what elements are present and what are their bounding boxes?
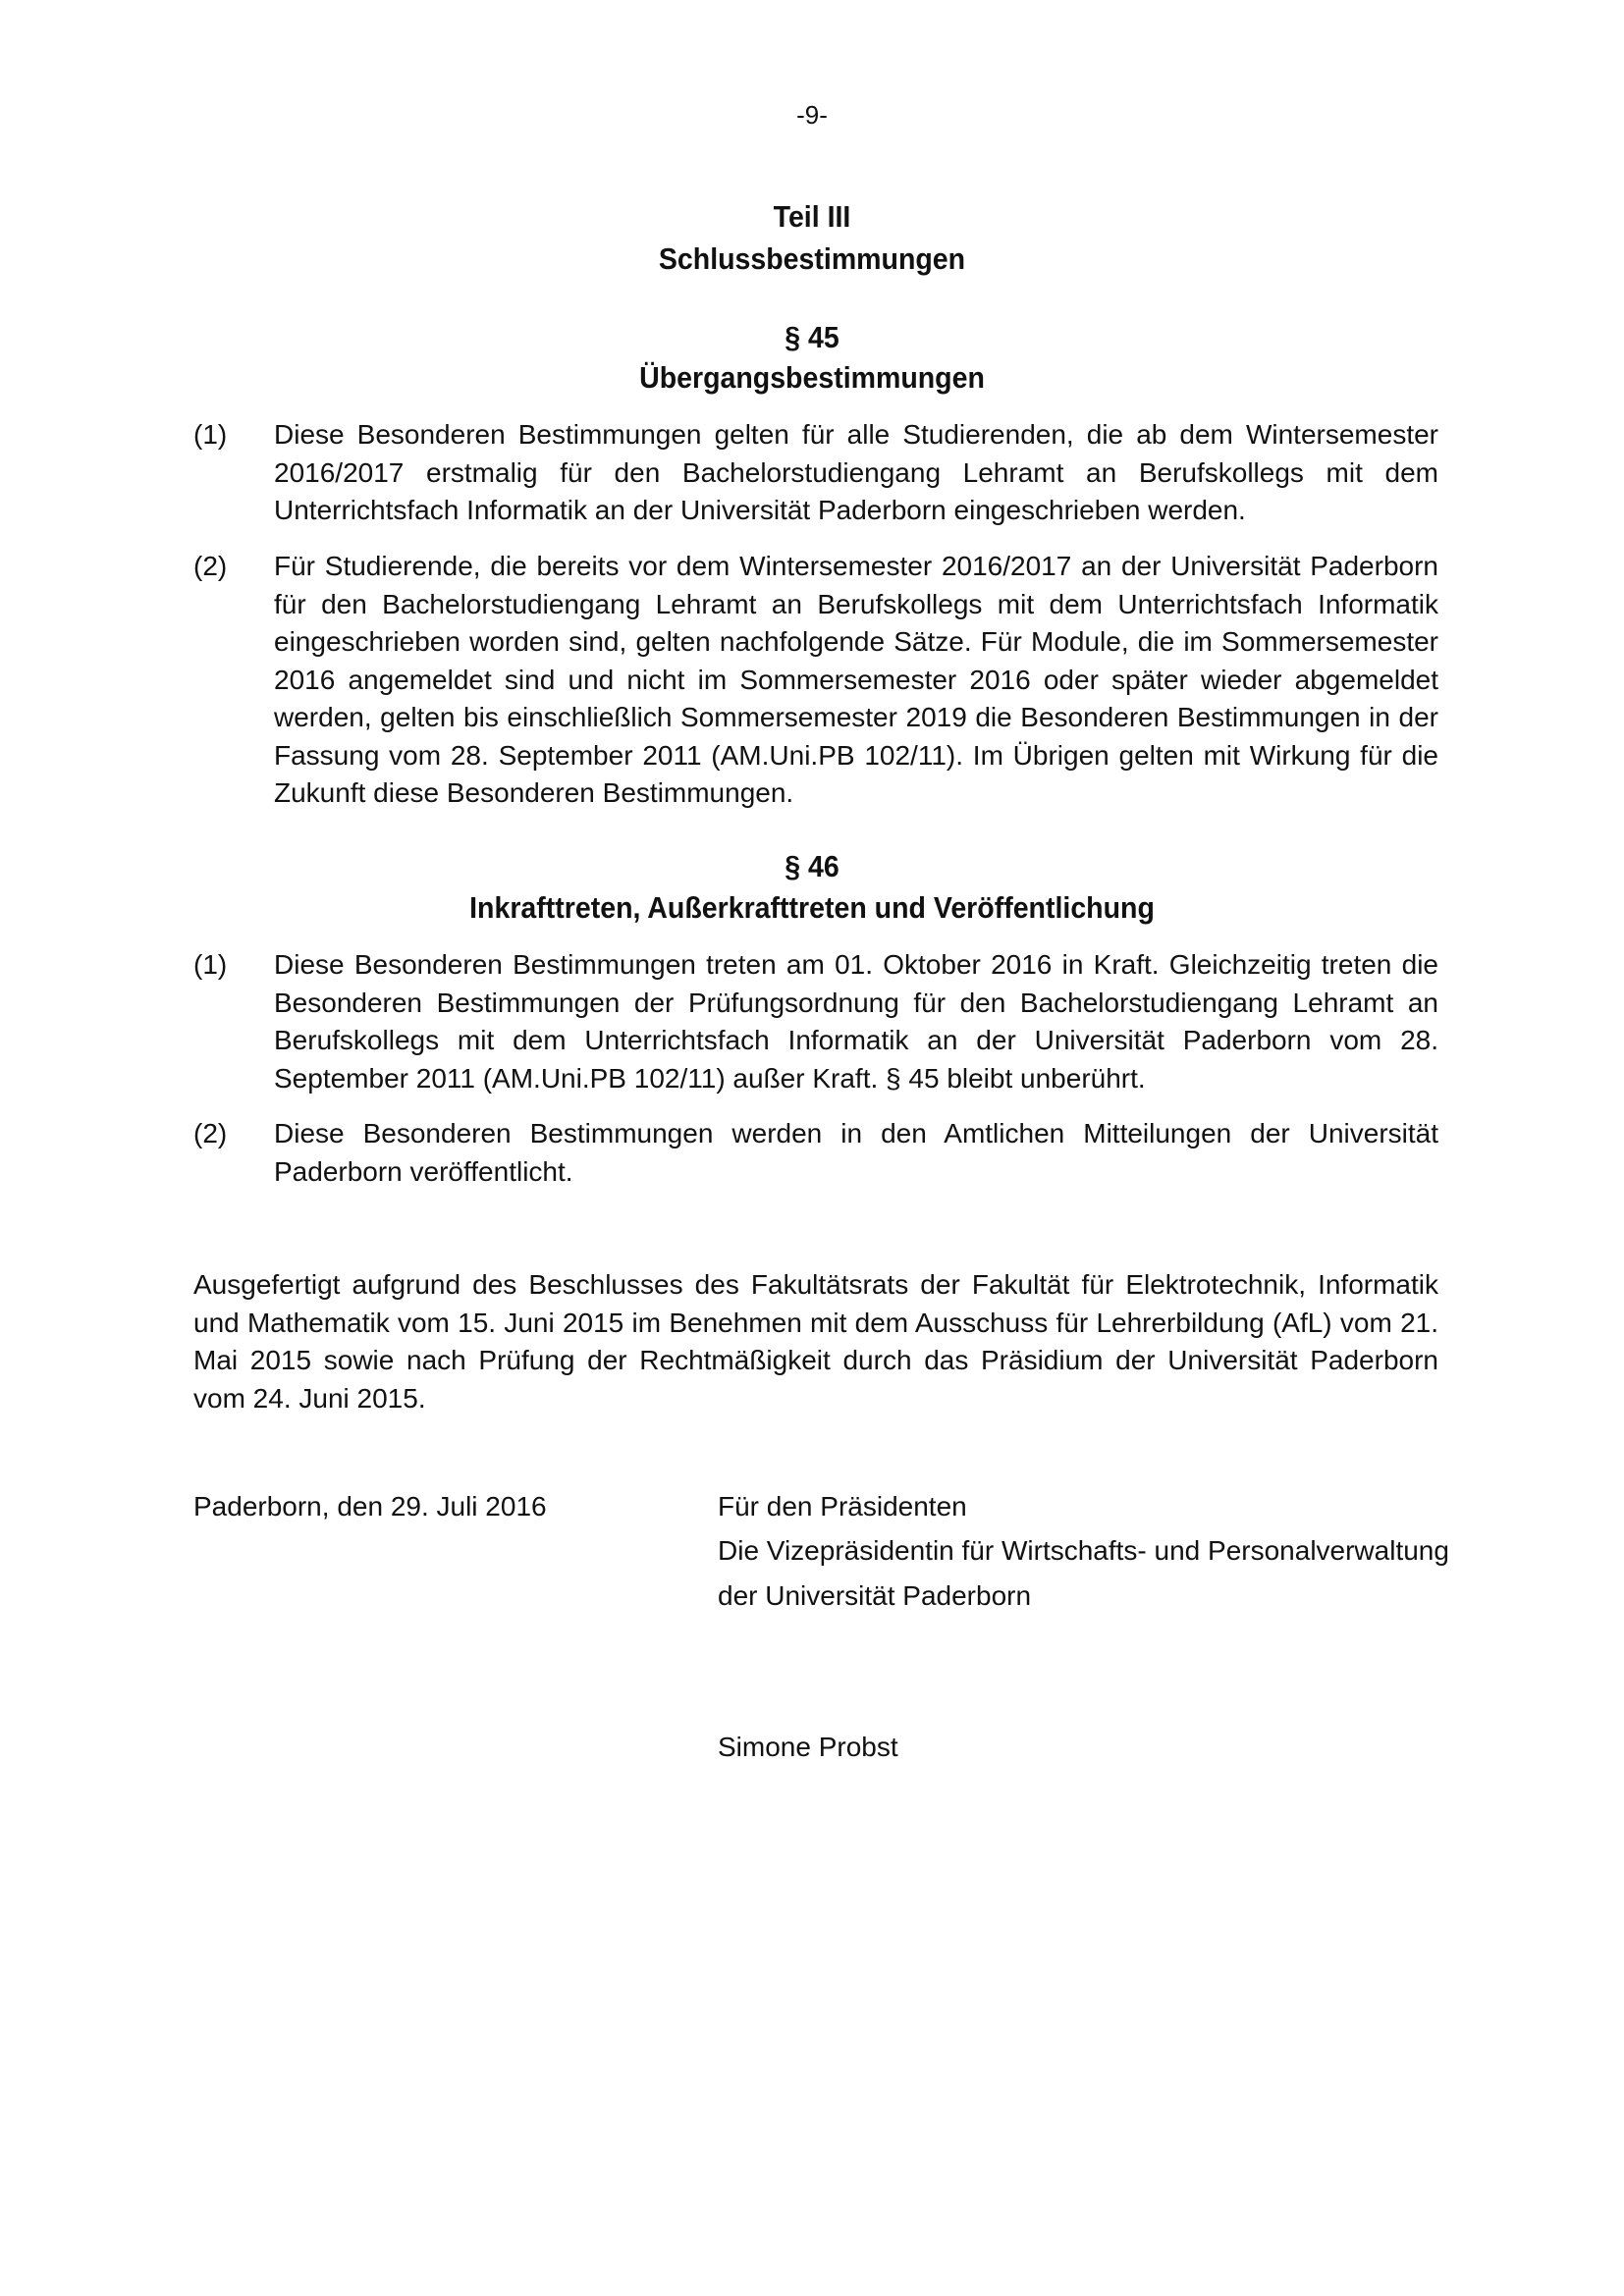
paragraph-number: (2) — [193, 1118, 228, 1148]
section-45-paragraph-1 — [193, 416, 1438, 530]
section-45-paragraph-2 — [193, 548, 1438, 813]
signature-line-1: Für den Präsidenten — [718, 1491, 967, 1522]
signature-place-date: Paderborn, den 29. Juli 2016 — [193, 1491, 547, 1522]
signature-name: Simone Probst — [718, 1732, 898, 1762]
paragraph-number: (2) — [193, 551, 228, 581]
section-46-number: § 46 — [785, 849, 839, 883]
page-number: -9- — [796, 100, 828, 130]
section-46-paragraph-1 — [193, 946, 1438, 1097]
paragraph-text: Diese Besonderen Bestimmungen gelten für alle Studierenden, die ab dem Wintersemester 2016/2017 erstmalig für den Bachelorstudiengang Lehramt an Berufskollegs mit dem Unterrichtsfach Informatik an der Universität Paderborn eingeschrieben werden. — [274, 419, 1438, 525]
section-46-title: Inkrafttreten, Außerkrafttreten und Veröffentlichung — [469, 890, 1155, 925]
section-45-title: Übergangsbestimmungen — [639, 360, 985, 395]
section-45-number: § 45 — [785, 320, 839, 354]
closing-statement: Ausgefertigt aufgrund des Beschlusses des Fakultätsrats der Fakultät für Elektrotechnik, Informatik und Mathematik vom 15. Juni 2015 im Benehmen mit dem Ausschuss für Lehrerbildung (AfL) vom 21. Mai 2015 sowie nach Prüfung der Rechtmäßigkeit durch das Präsidium der Universität Paderborn vom 24. Juni 2015. — [193, 1269, 1438, 1414]
part-title: Teil III — [773, 199, 851, 234]
paragraph-text: Diese Besonderen Bestimmungen treten am 01. Oktober 2016 in Kraft. Gleichzeitig treten die Besonderen Bestimmungen der Prüfungsordnung für den Bachelorstudiengang Lehramt an Berufskollegs mit dem Unterrichtsfach Informatik an der Universität Paderborn vom 28. September 2011 (AM.Uni.PB 102/11) außer Kraft. § 45 bleibt unberührt. — [274, 949, 1438, 1094]
signature-line-3: der Universität Paderborn — [718, 1580, 1032, 1611]
part-subtitle: Schlussbestimmungen — [658, 241, 966, 276]
paragraph-number: (1) — [193, 949, 228, 980]
section-46-paragraph-2 — [193, 1115, 1438, 1191]
signature-line-2: Die Vizepräsidentin für Wirtschafts- und Personalverwaltung — [718, 1535, 1449, 1566]
paragraph-text: Diese Besonderen Bestimmungen werden in den Amtlichen Mitteilungen der Universität Paderborn veröffentlicht. — [274, 1118, 1438, 1187]
paragraph-number: (1) — [193, 419, 228, 450]
paragraph-text: Für Studierende, die bereits vor dem Wintersemester 2016/2017 an der Universität Paderborn für den Bachelorstudiengang Lehramt an Berufskollegs mit dem Unterrichtsfach Informatik eingeschrieben worden sind, gelten nachfolgende Sätze. Für Module, die im Sommersemester 2016 angemeldet sind und nicht im Sommersemester 2016 oder später wieder abgemeldet werden, gelten bis einschließlich Sommersemester 2019 die Besonderen Bestimmungen in der Fassung vom 28. September 2011 (AM.Uni.PB 102/11). Im Übrigen gelten mit Wirkung für die Zukunft diese Besonderen Bestimmungen. — [274, 551, 1438, 808]
